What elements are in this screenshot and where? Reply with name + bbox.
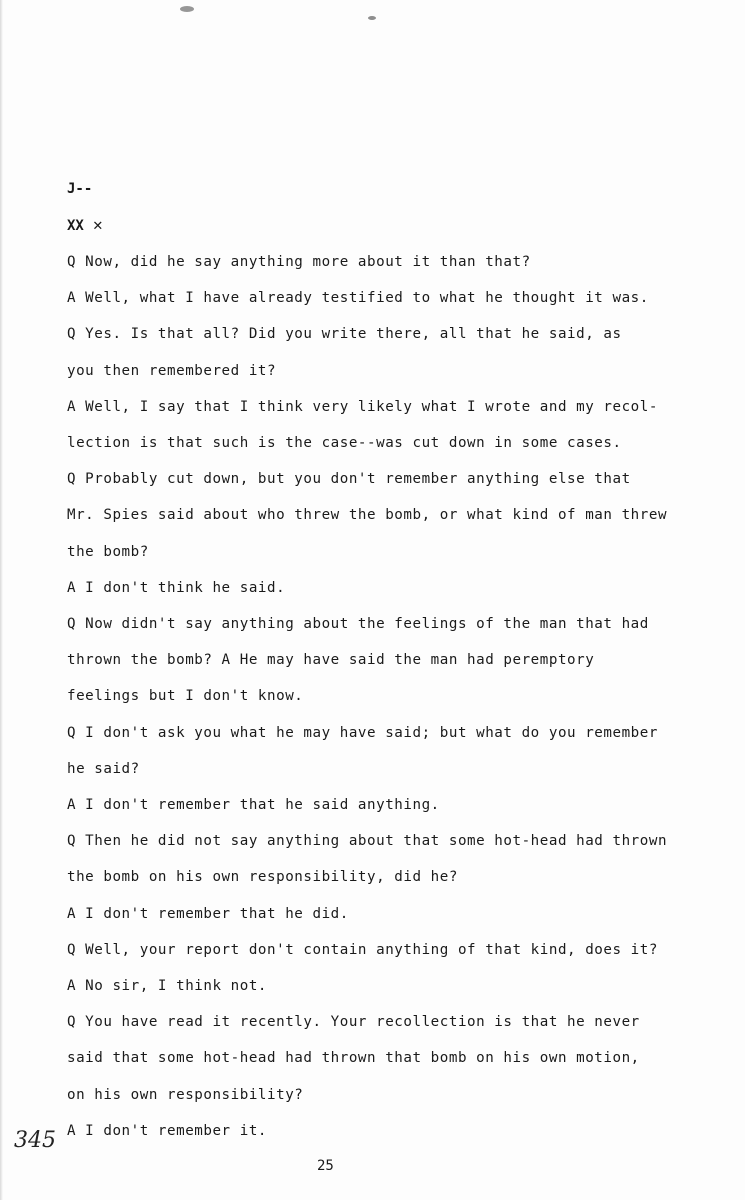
handwritten-margin-note: 345 <box>14 1128 56 1153</box>
transcript-line: A Well, I say that I think very likely what I wrote and my recol- <box>67 399 658 415</box>
transcript-line: Q I don't ask you what he may have said; but what do you remember <box>67 725 658 741</box>
transcript-line: on his own responsibility? <box>67 1087 304 1103</box>
transcript-line: lection is that such is the case--was cut down in some cases. <box>67 435 622 451</box>
transcript-line: he said? <box>67 761 140 777</box>
scan-speck <box>368 16 376 20</box>
cross-mark-icon: ✕ <box>93 215 103 234</box>
scan-speck <box>180 6 194 12</box>
transcript-line: Q Then he did not say anything about that some hot-head had thrown <box>67 833 668 849</box>
transcript-line: A I don't think he said. <box>67 580 286 596</box>
page-edge-shadow <box>0 0 3 1200</box>
transcript-line: you then remembered it? <box>67 363 277 379</box>
transcript-line: Q Well, your report don't contain anything of that kind, does it? <box>67 942 658 958</box>
transcript-line: Q Now, did he say anything more about it than that? <box>67 254 531 270</box>
transcript-line: feelings but I don't know. <box>67 688 304 704</box>
transcript-line: the bomb? <box>67 544 149 560</box>
page-number: 25 <box>317 1158 334 1174</box>
transcript-line: A I don't remember that he did. <box>67 906 349 922</box>
transcript-line: thrown the bomb? A He may have said the man had peremptory <box>67 652 595 668</box>
transcript-line: A No sir, I think not. <box>67 978 268 994</box>
transcript-line: Q Yes. Is that all? Did you write there, all that he said, as <box>67 326 622 342</box>
transcript-line: said that some hot-head had thrown that bomb on his own motion, <box>67 1050 640 1066</box>
transcript-line: Mr. Spies said about who threw the bomb, or what kind of man threw <box>67 507 668 523</box>
transcript-line: Q You have read it recently. Your recollection is that he never <box>67 1014 640 1030</box>
transcript-line: A Well, what I have already testified to what he thought it was. <box>67 290 649 306</box>
transcript-line: A I don't remember that he said anything. <box>67 797 440 813</box>
transcript-line: Q Probably cut down, but you don't remember anything else that <box>67 471 631 487</box>
transcript-line: the bomb on his own responsibility, did he? <box>67 869 458 885</box>
section-mark: J-- <box>67 181 93 197</box>
exam-mark: XX <box>67 218 84 234</box>
transcript-line: Q Now didn't say anything about the feelings of the man that had <box>67 616 649 632</box>
transcript-line: A I don't remember it. <box>67 1123 268 1139</box>
